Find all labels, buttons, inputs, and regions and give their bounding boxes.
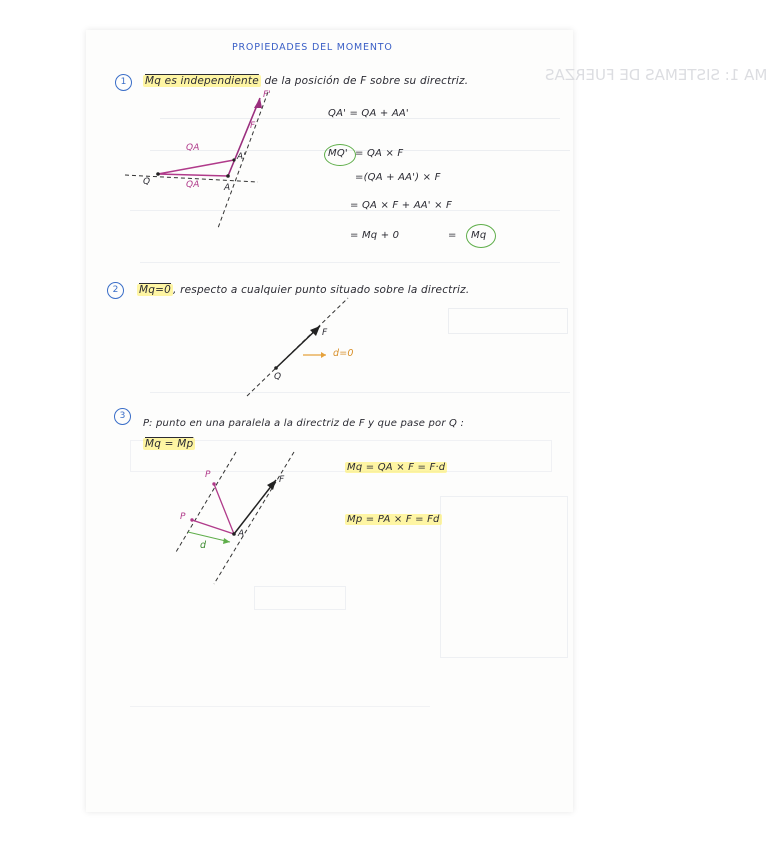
section-3-label-P-top: P	[205, 470, 211, 480]
bleed-through-header: MA 1: SISTEMAS DE FUERZAS	[545, 66, 767, 84]
section-1-number: 1	[115, 74, 132, 91]
label-QA-top: QA	[186, 143, 200, 153]
section-3-label-A: A	[238, 529, 245, 539]
section-3-label-F: F	[279, 475, 285, 485]
section-1-heading-text: de la posición de F sobre su directriz.	[264, 75, 469, 87]
label-F-prime: F'	[263, 90, 272, 100]
label-F: F	[250, 121, 256, 131]
section-3-label-P: P	[180, 512, 186, 522]
section-1-eq-5: = Mq + 0	[350, 230, 400, 241]
section-3-eq-2	[345, 514, 442, 525]
section-1-eq-1: QA' = QA + AA'	[328, 108, 409, 119]
section-1-heading-highlight: Mq es independiente	[145, 75, 259, 87]
section-3-eq-1	[345, 462, 447, 473]
section-2-label-d: d=0	[333, 348, 354, 359]
section-1-eq-5-result: Mq	[471, 230, 487, 241]
section-3-eq-1-highlight: Mq = QA × F = F·d	[347, 462, 446, 473]
section-3-heading: P: punto en una paralela a la directriz de F y que pase por Q :	[143, 418, 465, 429]
label-QA-bottom: QA	[186, 180, 200, 190]
section-3-subheading-highlight: Mq = Mp	[145, 438, 194, 450]
label-A: A	[224, 183, 231, 193]
section-2-heading-text: , respecto a cualquier punto situado sobre la directriz.	[173, 284, 470, 296]
section-1-eq-2: = QA × F	[355, 148, 404, 159]
section-1-eq-5-equals: =	[448, 230, 457, 241]
section-2-diagram	[247, 298, 348, 396]
section-1-diagram	[125, 92, 268, 228]
section-1-eq-4: = QA × F + AA' × F	[350, 200, 453, 211]
section-1-eq-2-lhs: MQ'	[328, 148, 348, 159]
section-3-diagram	[176, 452, 294, 584]
label-A-prime: A'	[237, 152, 247, 162]
section-3-subheading	[143, 438, 195, 450]
label-Q: Q	[143, 177, 151, 187]
section-2-label-Q: Q	[274, 372, 282, 382]
section-2-heading-highlight: Mq=0	[139, 284, 172, 296]
page-title: PROPIEDADES DEL MOMENTO	[232, 42, 393, 53]
section-2-heading	[137, 284, 469, 296]
section-3-number: 3	[114, 408, 131, 425]
section-1-eq-3: =(QA + AA') × F	[355, 172, 441, 183]
section-2-label-F: F	[322, 328, 328, 338]
section-3-label-d: d	[200, 540, 207, 551]
section-2-number: 2	[107, 282, 124, 299]
section-3-eq-2-highlight: Mp = PA × F = Fd	[347, 514, 440, 525]
